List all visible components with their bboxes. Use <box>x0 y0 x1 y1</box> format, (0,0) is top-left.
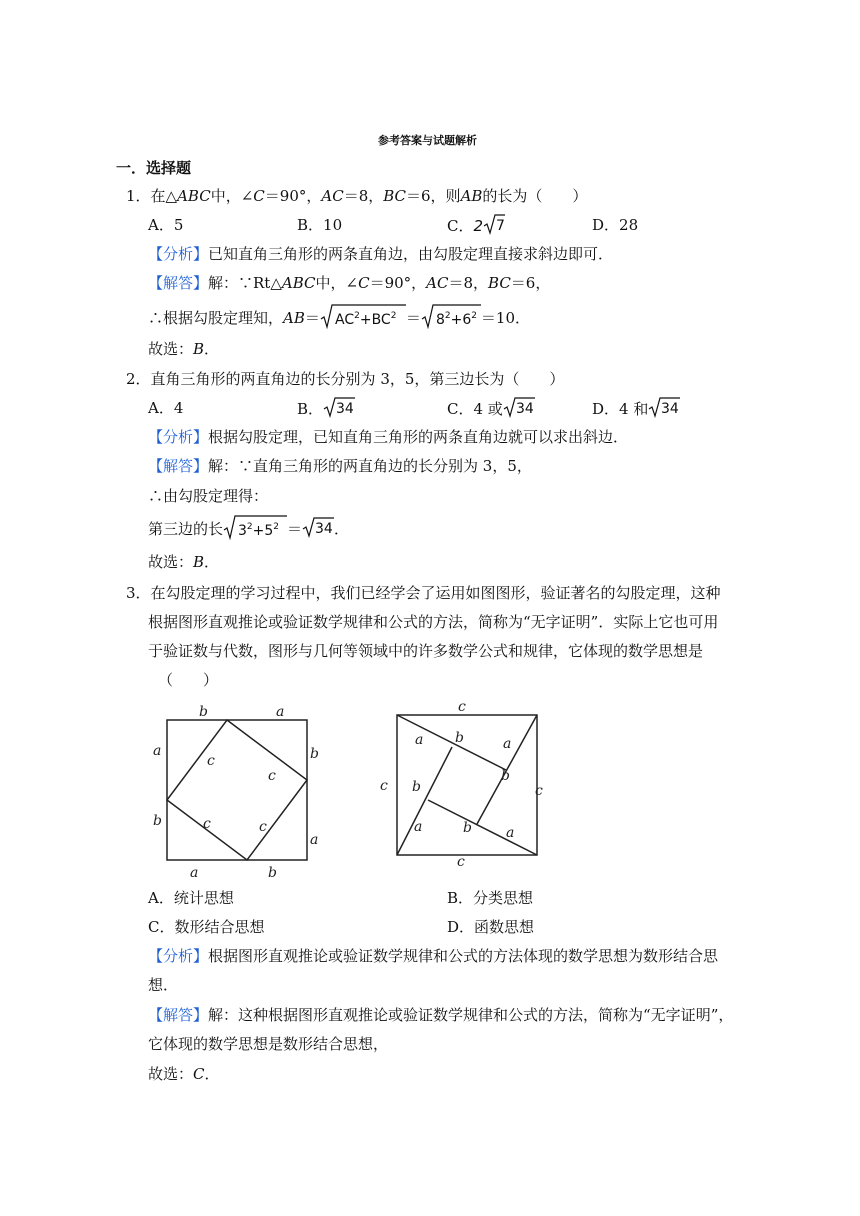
svg-text:c: c <box>259 819 267 835</box>
svg-text:AC2+BC2: $AC^2+BC^2$ <box>334 311 397 328</box>
q2-option-b: B． 34 <box>297 396 355 419</box>
svg-text:b: b <box>153 813 162 829</box>
q3-option-b: B．分类思想 <box>447 889 534 907</box>
q3-analysis-line2: 想． <box>148 976 179 994</box>
svg-text:b: b <box>268 865 277 881</box>
q3-answer-line2: 它体现的数学思想是数形结合思想， <box>148 1035 389 1053</box>
q2-choose: 故选：B． <box>148 553 220 571</box>
figure-square-inscribed <box>145 698 325 883</box>
svg-text:a: a <box>276 704 285 720</box>
q1-choose: 故选：B． <box>148 340 220 358</box>
q1-option-b: B．10 <box>297 216 343 234</box>
svg-text:b: b <box>501 768 510 784</box>
svg-text:b: b <box>412 779 421 795</box>
svg-text:34: 34 <box>661 401 680 417</box>
q2-option-d: D．4 和 34 <box>592 396 680 419</box>
svg-text:32+52: $3^2+5^2$ <box>238 522 280 539</box>
svg-text:a: a <box>506 825 515 841</box>
q3-stem-line4: （ ） <box>158 671 219 689</box>
svg-text:34: 34 <box>515 401 534 417</box>
svg-text:c: c <box>380 778 388 794</box>
svg-text:a: a <box>310 832 319 848</box>
svg-text:c: c <box>207 753 215 769</box>
sqrt-symbol <box>503 396 535 418</box>
svg-text:34: 34 <box>336 401 354 417</box>
sqrt-symbol <box>483 213 505 235</box>
svg-text:a: a <box>503 736 512 752</box>
q3-answer-line1: 【解答】解：这种根据图形直观推论或验证数学规律和公式的方法，简称为“无字证明”， <box>148 1006 734 1024</box>
q2-option-c: C．4 或 34 <box>447 396 535 419</box>
q3-option-c: C．数形结合思想 <box>148 918 265 936</box>
q1-option-a: A．5 <box>148 216 184 234</box>
q1-therefore: ∴根据勾股定理知，AB＝ $AC^2+BC^2$ ＝ $8^2+6^2$ ＝10． <box>148 303 530 329</box>
q3-analysis-line1: 【分析】根据图形直观推论或验证数学规律和公式的方法体现的数学思想为数形结合思 <box>148 947 719 965</box>
svg-text:a: a <box>153 743 162 759</box>
q1-option-c: C．2 7 <box>447 213 505 236</box>
svg-text:c: c <box>458 699 466 715</box>
q3-option-d: D．函数思想 <box>447 918 535 936</box>
q1-analysis: 【分析】已知直角三角形的两条直角边，由勾股定理直接求斜边即可． <box>148 245 614 263</box>
q2-therefore: ∴由勾股定理得： <box>148 487 269 505</box>
svg-text:c: c <box>535 783 543 799</box>
svg-text:b: b <box>463 820 472 836</box>
svg-text:b: b <box>310 746 319 762</box>
svg-text:a: a <box>415 732 424 748</box>
q2-answer: 【解答】解：∵直角三角形的两直角边的长分别为 3，5， <box>148 457 532 475</box>
section-heading: 一．选择题 <box>116 159 192 177</box>
q3-stem-line3: 于验证数与代数，图形与几何等领域中的许多数学公式和规律，它体现的数学思想是 <box>148 642 704 660</box>
figure-square-triangles <box>375 698 555 873</box>
svg-text:c: c <box>268 768 276 784</box>
q3-stem-line2: 根据图形直观推论或验证数学规律和公式的方法，简称为“无字证明”．实际上它也可用 <box>148 613 719 631</box>
sqrt-symbol <box>648 396 680 418</box>
svg-text:34: 34 <box>315 521 333 537</box>
q3-choose: 故选：C． <box>148 1065 220 1083</box>
q2-analysis: 【分析】根据勾股定理，已知直角三角形的两条直角边就可以求出斜边． <box>148 428 629 446</box>
sqrt-symbol <box>421 303 481 329</box>
q1-option-d: D．28 <box>592 216 639 234</box>
svg-text:b: b <box>199 704 208 720</box>
q1-stem: 1．在△ABC中，∠C＝90°，AC＝8，BC＝6，则AB的长为（ ） <box>126 187 588 205</box>
svg-text:a: a <box>190 865 199 881</box>
svg-text:a: a <box>414 819 423 835</box>
sqrt-symbol <box>302 516 334 538</box>
page-title: 参考答案与试题解析 <box>378 134 477 147</box>
q2-third-side: 第三边的长 $3^2+5^2$ ＝ 34 ． <box>148 514 349 540</box>
q1-answer: 【解答】解：∵Rt△ABC中，∠C＝90°，AC＝8，BC＝6， <box>148 274 551 292</box>
svg-text:c: c <box>203 816 211 832</box>
svg-text:82+62: $8^2+6^2$ <box>435 311 477 328</box>
sqrt-symbol <box>320 303 406 329</box>
q2-stem: 2．直角三角形的两直角边的长分别为 3，5，第三边长为（ ） <box>126 370 565 388</box>
sqrt-symbol <box>323 396 355 418</box>
q3-stem-line1: 3．在勾股定理的学习过程中，我们已经学会了运用如图图形，验证著名的勾股定理，这种 <box>126 584 721 602</box>
q3-option-a: A．统计思想 <box>148 889 234 907</box>
svg-text:b: b <box>455 730 464 746</box>
svg-text:7: 7 <box>496 218 505 234</box>
svg-text:c: c <box>457 854 465 870</box>
sqrt-symbol <box>223 514 287 540</box>
q2-option-a: A．4 <box>148 399 184 417</box>
